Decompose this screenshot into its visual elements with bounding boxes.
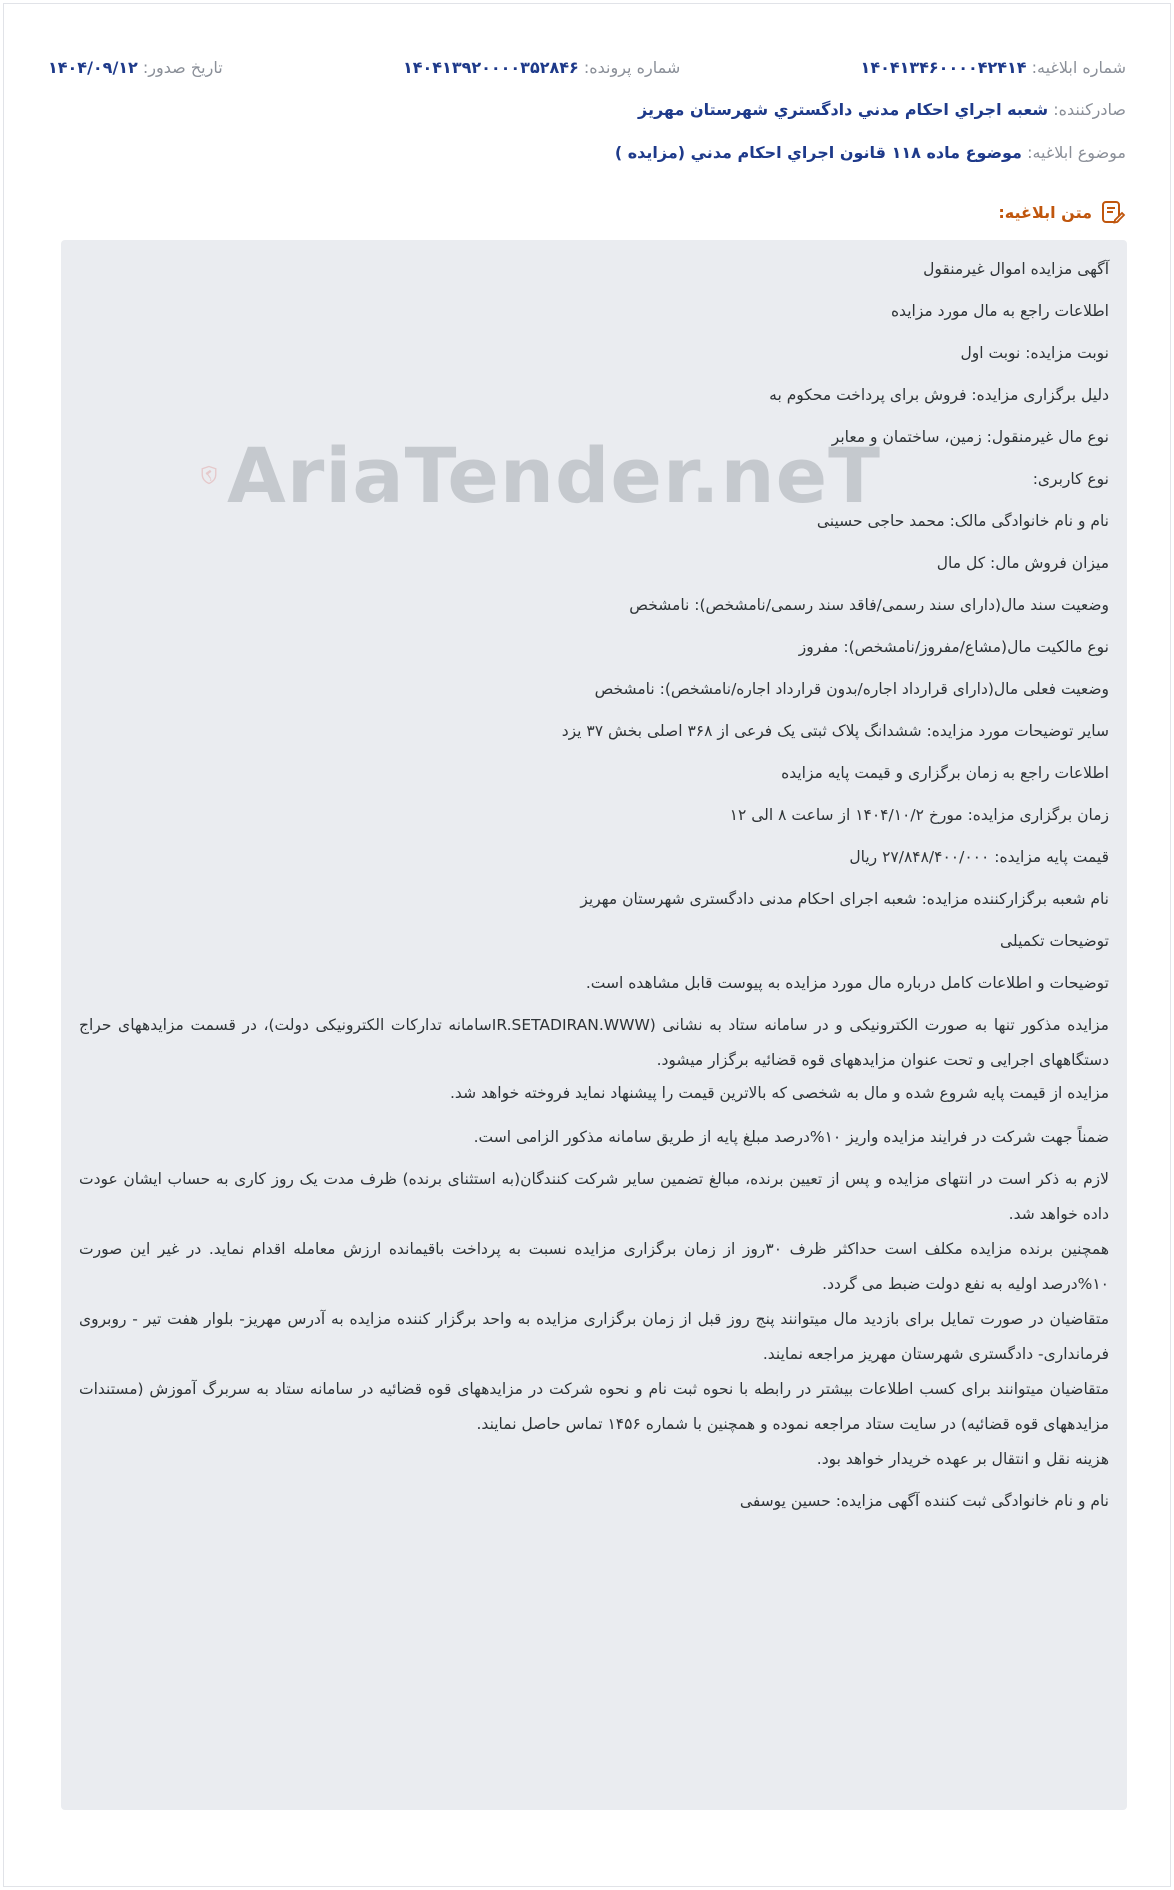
case-number-label: شماره پرونده: — [583, 58, 681, 77]
notice-number-value: ۱۴۰۴۱۳۴۶۰۰۰۰۴۲۴۱۴ — [860, 58, 1027, 77]
paragraph-base-price: قیمت پایه مزایده: ۲۷/۸۴۸/۴۰۰/۰۰۰ ریال — [849, 848, 1109, 866]
paragraph-item-info-heading: اطلاعات راجع به مال مورد مزایده — [890, 302, 1109, 320]
paragraph-more-info: متقاضیان میتوانند برای کسب اطلاعات بیشتر در رابطه با نحوه ثبت نام و نحوه شرکت در مزایدههای قوه قضائیه در سامانه ستاد به سربرگ آموزش (مستندات مزایدههای قوه قضائیه) در سایت ستاد مراجعه نموده و همچنین با شماره ۱۴۵۶ تماس حاصل نمایند. — [79, 1380, 1109, 1433]
paragraph-deposit: ضمناً جهت شرکت در فرایند مزایده واریز ۱۰%درصد مبلغ پایه از طریق سامانه مذکور الزامی است. — [473, 1128, 1109, 1146]
notice-text-title: متن ابلاغیه: — [998, 202, 1092, 222]
paragraph-attachment-note: توضیحات و اطلاعات کامل درباره مال مورد مزایده به پیوست قابل مشاهده است. — [585, 974, 1109, 992]
issuer-value: شعبه اجراي احكام مدني دادگستري شهرستان مهريز — [638, 100, 1049, 119]
watermark-text: AriaTender.neT — [227, 430, 881, 520]
paragraph-current-status: وضعیت فعلی مال(دارای قرارداد اجاره/بدون قرارداد اجاره/نامشخص): نامشخص — [594, 680, 1109, 698]
paragraph-property-type: نوع مال غیرمنقول: زمین، ساختمان و معابر — [831, 428, 1109, 446]
subject-label: موضوع ابلاغیه: — [1027, 143, 1126, 162]
paragraph-branch: نام شعبه برگزارکننده مزایده: شعبه اجرای احکام مدنی دادگستری شهرستان مهریز — [580, 890, 1109, 908]
paragraph-reason: دلیل برگزاری مزایده: فروش برای پرداخت محکوم به — [769, 386, 1109, 404]
header-row-numbers — [48, 56, 1126, 80]
paragraph-time-price-heading: اطلاعات راجع به زمان برگزاری و قیمت پایه مزایده — [781, 764, 1109, 782]
paragraph-deed-status: وضعیت سند مال(دارای سند رسمی/فاقد سند رسمی/نامشخص): نامشخص — [629, 596, 1109, 614]
notice-number — [861, 56, 1126, 80]
paragraph-title: آگهی مزایده اموال غیرمنقول — [923, 260, 1109, 278]
issue-date-value: ۱۴۰۴/۰۹/۱۲ — [48, 58, 138, 77]
paragraph-electronic-auction: مزایده مذکور تنها به صورت الکترونیکی و در سامانه ستاد به نشانی (IR.SETADIRAN.WWWسامانه تدارکات الکترونیکی دولت)، در قسمت مزایدههای حراج دستگاههای اجرایی و تحت عنوان مزایدههای قوه قضائیه برگزار میشود. — [79, 1016, 1109, 1069]
case-number — [403, 56, 680, 80]
case-number-value: ۱۴۰۴۱۳۹۲۰۰۰۰۳۵۲۸۴۶ — [402, 58, 579, 77]
paragraph-extra-heading: توضیحات تکمیلی — [1000, 932, 1109, 950]
paragraph-winner-obligation: همچنین برنده مزایده مکلف است حداکثر ظرف ۳۰روز از زمان برگزاری مزایده نسبت به پرداخت باقیمانده ارزش معامله اقدام نماید. در غیر این صورت ۱۰%درصد اولیه به نفع دولت ضبط می گردد. — [79, 1240, 1109, 1293]
paragraph-starting-price: مزایده از قیمت پایه شروع شده و مال به شخصی که بالاترین قیمت را پیشنهاد نماید فروخته خواهد شد. — [450, 1084, 1109, 1102]
paragraph-ownership-type: نوع مالکیت مال(مشاع/مفروز/نامشخص): مفروز — [798, 638, 1109, 656]
paragraph-sale-amount: میزان فروش مال: کل مال — [936, 554, 1109, 572]
paragraph-visit: متقاضیان در صورت تمایل برای بازدید مال میتوانند پنج روز قبل از زمان برگزاری مزایده به واحد برگزار کننده مزایده به آدرس مهریز- بلوار هفت تیر - روبروی فرمانداری- دادگستری شهرستان مهریز مراجعه نمایند. — [79, 1310, 1109, 1363]
notice-body — [61, 240, 1127, 1810]
subject-row — [615, 141, 1126, 165]
issuer-row — [638, 98, 1126, 122]
subject-value: موضوع ماده ١١٨ قانون اجراي احكام مدني (مزايده ) — [614, 143, 1022, 162]
notice-number-label: شماره ابلاغیه: — [1031, 58, 1126, 77]
paragraph-other-details: سایر توضیحات مورد مزایده: ششدانگ پلاک ثبتی یک فرعی از ۳۶۸ اصلی بخش ۳۷ یزد — [561, 722, 1109, 740]
issue-date-label: تاریخ صدور: — [142, 58, 223, 77]
paragraph-owner: نام و نام خانوادگی مالک: محمد حاجی حسینی — [816, 512, 1109, 530]
paragraph-round: نوبت مزایده: نوبت اول — [960, 344, 1109, 362]
paragraph-registrar: نام و نام خانوادگی ثبت کننده آگهی مزایده: حسین یوسفی — [739, 1492, 1109, 1510]
paragraph-usage-type: نوع کاربری: — [1032, 470, 1109, 488]
issue-date — [48, 56, 223, 80]
paragraph-transfer-cost: هزینه نقل و انتقال بر عهده خریدار خواهد بود. — [816, 1450, 1109, 1468]
paragraph-refund: لازم به ذکر است در انتهای مزایده و پس از تعیین برنده، مبالغ تضمین سایر شرکت کنندگان(به استثنای برنده) ظرف مدت یک روز کاری به حساب ایشان عودت داده خواهد شد. — [79, 1170, 1109, 1223]
paragraph-auction-time: زمان برگزاری مزایده: مورخ ۱۴۰۴/۱۰/۲ از ساعت ۸ الی ۱۲ — [729, 806, 1109, 824]
document-edit-icon — [1100, 199, 1126, 225]
issuer-label: صادرکننده: — [1053, 100, 1126, 119]
notice-text-heading — [998, 199, 1126, 225]
